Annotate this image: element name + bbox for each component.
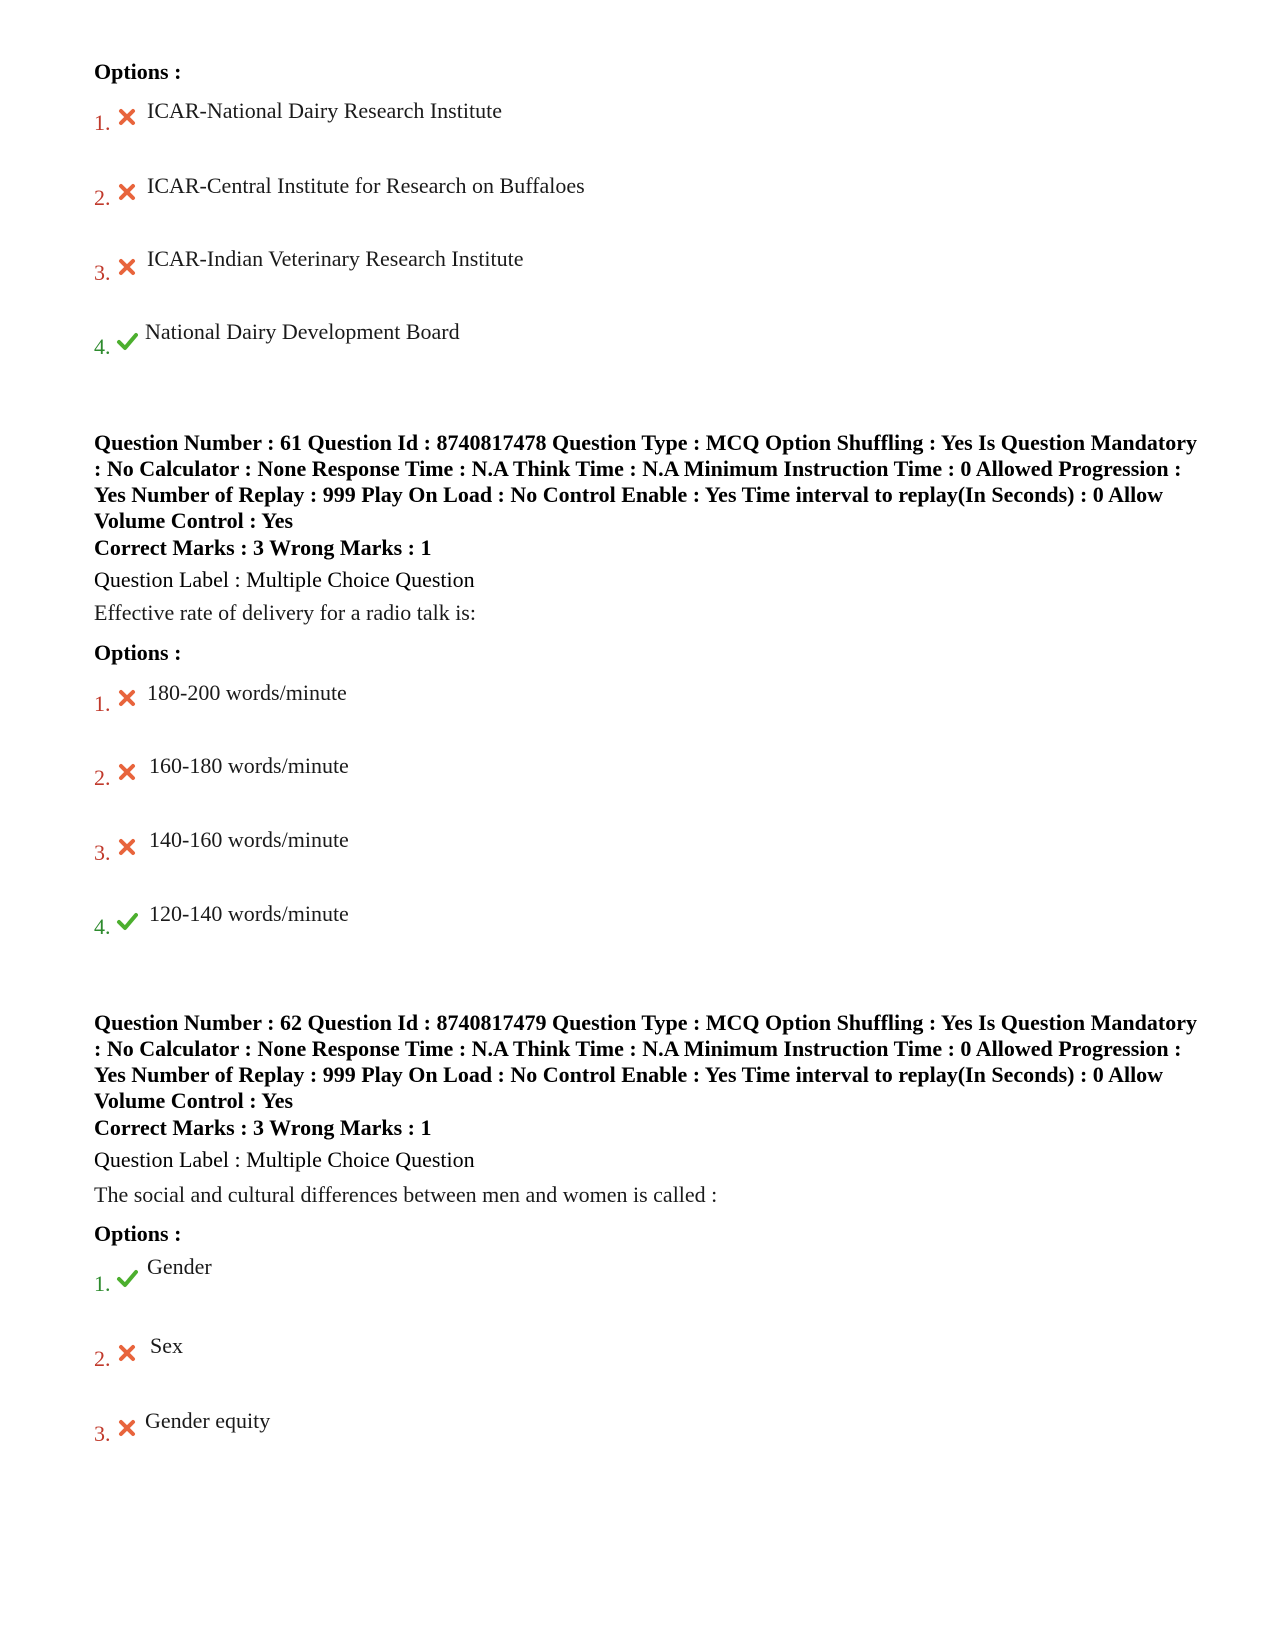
option-number: 4.	[94, 334, 111, 359]
question-label: Question Label : Multiple Choice Question	[94, 1147, 475, 1172]
option-text: 180-200 words/minute	[147, 680, 347, 705]
option-number: 2.	[94, 1346, 111, 1371]
question-meta: Question Number : 61 Question Id : 8740817478 Question Type : MCQ Option Shuffling : Yes Is Question Mandatory : No Calculator : None Response Time : N.A Think Time : N.A Minimum Instruction Time : 0 Allowed Progression : Yes Number of Replay : 999 Play On Load : No Control Enable : Yes Time interval to replay(In Seconds) : 0 Allow Volume Control : Yes	[94, 430, 1197, 533]
check-icon	[116, 330, 138, 352]
option-number: 3.	[94, 260, 111, 285]
question-marks: Correct Marks : 3 Wrong Marks : 1	[94, 535, 432, 560]
cross-icon	[116, 687, 138, 709]
options-heading: Options :	[94, 640, 182, 665]
cross-icon	[116, 106, 138, 128]
options-heading: Options :	[94, 1221, 182, 1246]
option-number: 1.	[94, 691, 111, 716]
option-text: ICAR-Central Institute for Research on Buffaloes	[147, 173, 585, 198]
cross-icon	[116, 256, 138, 278]
option-text: ICAR-Indian Veterinary Research Institute	[147, 246, 524, 271]
check-icon	[116, 1267, 138, 1289]
option-text: Sex	[150, 1333, 183, 1358]
option-text: 140-160 words/minute	[149, 827, 349, 852]
option-number: 2.	[94, 185, 111, 210]
question-marks: Correct Marks : 3 Wrong Marks : 1	[94, 1115, 432, 1140]
option-number: 3.	[94, 840, 111, 865]
cross-icon	[116, 181, 138, 203]
option-number: 3.	[94, 1421, 111, 1446]
option-text: 160-180 words/minute	[149, 753, 349, 778]
options-heading: Options :	[94, 59, 182, 84]
option-text: 120-140 words/minute	[149, 901, 349, 926]
option-number: 2.	[94, 765, 111, 790]
question-text: The social and cultural differences between men and women is called :	[94, 1182, 718, 1207]
option-number: 1.	[94, 1271, 111, 1296]
option-text: Gender equity	[145, 1408, 271, 1433]
question-text: Effective rate of delivery for a radio talk is:	[94, 600, 476, 625]
cross-icon	[116, 761, 138, 783]
option-number: 4.	[94, 914, 111, 939]
cross-icon	[116, 1342, 138, 1364]
question-meta: Question Number : 62 Question Id : 8740817479 Question Type : MCQ Option Shuffling : Yes Is Question Mandatory : No Calculator : None Response Time : N.A Think Time : N.A Minimum Instruction Time : 0 Allowed Progression : Yes Number of Replay : 999 Play On Load : No Control Enable : Yes Time interval to replay(In Seconds) : 0 Allow Volume Control : Yes	[94, 1010, 1197, 1113]
option-text: Gender	[147, 1254, 212, 1279]
cross-icon	[116, 836, 138, 858]
check-icon	[116, 910, 138, 932]
option-number: 1.	[94, 110, 111, 135]
option-text: ICAR-National Dairy Research Institute	[147, 98, 502, 123]
option-text: National Dairy Development Board	[145, 319, 460, 344]
cross-icon	[116, 1417, 138, 1439]
question-label: Question Label : Multiple Choice Question	[94, 567, 475, 592]
